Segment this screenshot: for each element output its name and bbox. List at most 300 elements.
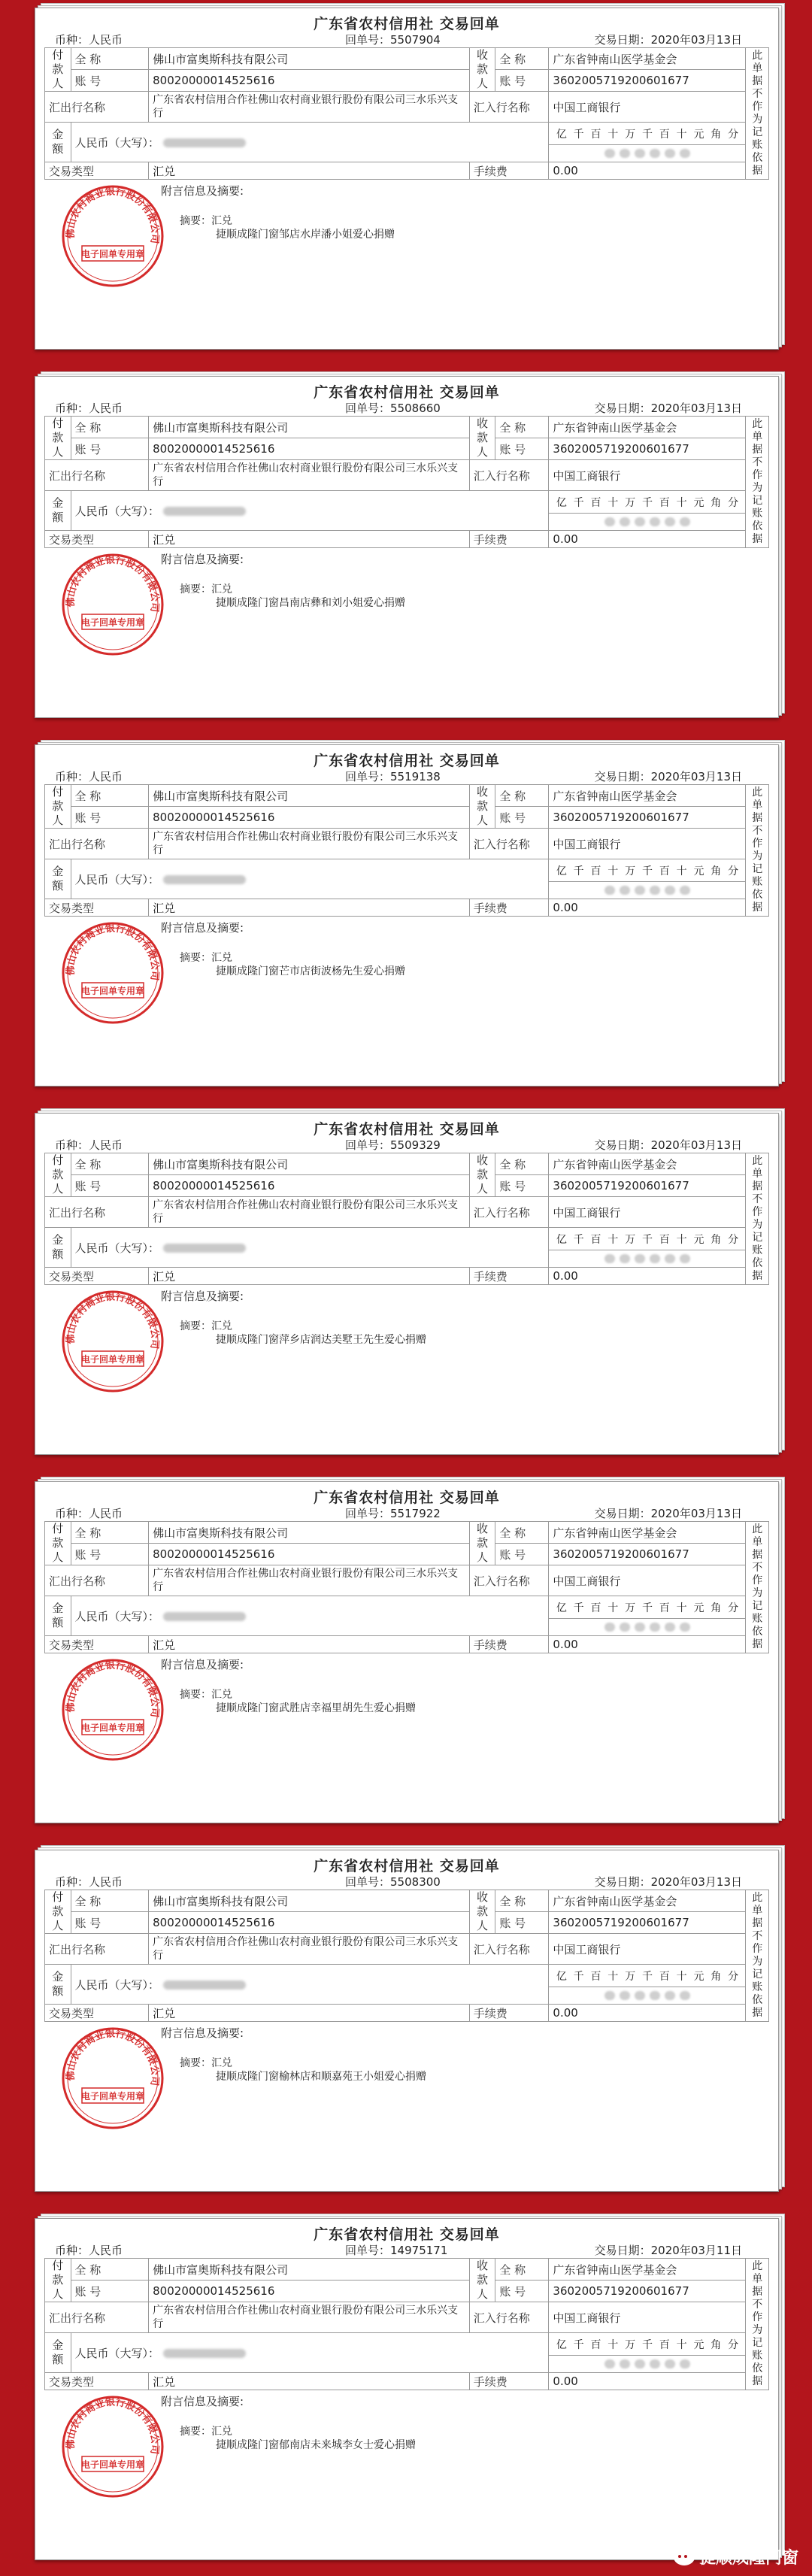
receipt-table [44, 784, 769, 917]
memo-prefix: 摘要：汇兑 [180, 215, 232, 227]
seal-stamp [59, 1288, 166, 1395]
payer-name-label: 全 称 [71, 1522, 149, 1544]
receive-bank: 中国工商银行 [549, 829, 746, 859]
fee-value: 0.00 [549, 2005, 746, 2022]
receipt-header [44, 401, 769, 416]
digit-unit: 十 [607, 2338, 619, 2351]
amount-digit-header [549, 1228, 746, 1250]
digit-unit: 千 [641, 128, 653, 141]
digit-unit: 百 [590, 128, 601, 141]
memo-text: 捷顺成隆门窗武胜店幸福里胡先生爱心捐赠 [216, 1702, 416, 1714]
memo-area [44, 548, 769, 638]
memo-text: 捷顺成隆门窗邹店水岸潘小姐爱心捐赠 [216, 229, 395, 241]
payee-account: 3602005719200601677 [549, 438, 746, 460]
txn-type: 汇兑 [149, 2005, 470, 2022]
payer-label: 付款人 [45, 1153, 71, 1197]
amount-label: 金额 [45, 859, 71, 899]
remit-bank: 广东省农村信用合作社佛山农村商业银行股份有限公司三水乐兴支行 [149, 92, 470, 123]
amount-digits [549, 1619, 746, 1636]
payee-account-label: 账 号 [495, 1544, 549, 1565]
digit-unit: 万 [625, 1233, 636, 1246]
digit-unit: 角 [710, 1233, 722, 1246]
fee-value: 0.00 [549, 1268, 746, 1285]
receive-bank: 中国工商银行 [549, 92, 746, 123]
receive-bank: 中国工商银行 [549, 1934, 746, 1965]
remit-bank: 广东省农村信用合作社佛山农村商业银行股份有限公司三水乐兴支行 [149, 460, 470, 491]
payer-name-label: 全 称 [71, 1890, 149, 1912]
side-note: 此单据不作为记账依据 [746, 785, 769, 917]
payer-account-label: 账 号 [71, 2281, 149, 2302]
receive-bank-label: 汇入行名称 [469, 1565, 549, 1596]
remit-bank-label: 汇出行名称 [45, 1197, 149, 1228]
fee-label: 手续费 [469, 531, 549, 548]
transaction-date: 交易日期：2020年03月11日 [594, 2244, 742, 2257]
receipt-number: 回单号：5508300 [345, 1875, 441, 1889]
receipt-slip [35, 1113, 779, 1455]
digit-unit: 分 [728, 496, 739, 509]
receipt-number: 回单号：5509329 [345, 1138, 441, 1152]
watermark [674, 2545, 798, 2568]
payee-name: 广东省钟南山医学基金会 [549, 2259, 746, 2281]
payee-account-label: 账 号 [495, 438, 549, 460]
fee-value: 0.00 [549, 1636, 746, 1653]
digit-unit: 百 [659, 496, 670, 509]
digit-unit: 千 [573, 1970, 584, 1983]
currency-label: 币种：人民币 [55, 770, 123, 783]
digit-unit: 十 [607, 1602, 619, 1614]
digit-unit: 千 [573, 128, 584, 141]
receipt-slip [35, 8, 779, 350]
receive-bank-label: 汇入行名称 [469, 829, 549, 859]
receipt-slip [35, 2218, 779, 2560]
payer-name: 佛山市富奥斯科技有限公司 [149, 417, 470, 438]
digit-unit: 十 [676, 496, 687, 509]
payer-account-label: 账 号 [71, 1175, 149, 1197]
receipt-table [44, 416, 769, 548]
payee-label: 收款人 [469, 1890, 495, 1934]
txn-type: 汇兑 [149, 2373, 470, 2390]
digit-unit: 千 [641, 2338, 653, 2351]
receipt-slip [35, 1481, 779, 1823]
payee-account: 3602005719200601677 [549, 70, 746, 92]
digit-unit: 千 [573, 2338, 584, 2351]
seal-stamp [59, 2393, 166, 2500]
payer-account: 80020000014525616 [149, 1544, 470, 1565]
memo-header: 附言信息及摘要: [161, 184, 244, 198]
payer-name-label: 全 称 [71, 785, 149, 807]
amount-digit-header [549, 1965, 746, 1987]
transaction-date: 交易日期：2020年03月13日 [594, 1507, 742, 1520]
payee-name: 广东省钟南山医学基金会 [549, 1153, 746, 1175]
receipt-header [44, 1874, 769, 1890]
svg-text:佛山农村商业银行股份有限公司: 佛山农村商业银行股份有限公司 [65, 2028, 161, 2087]
amount-digits [549, 1987, 746, 2005]
digit-unit: 分 [728, 128, 739, 141]
receive-bank: 中国工商银行 [549, 2302, 746, 2333]
remit-bank: 广东省农村信用合作社佛山农村商业银行股份有限公司三水乐兴支行 [149, 1197, 470, 1228]
digit-unit: 元 [693, 128, 704, 141]
memo-text: 捷顺成隆门窗芒市店街波杨先生爱心捐赠 [216, 965, 405, 977]
amount-digit-header [549, 859, 746, 882]
amount-upper: 人民币（大写）： [71, 123, 549, 162]
payee-account-label: 账 号 [495, 1175, 549, 1197]
payee-account: 3602005719200601677 [549, 1912, 746, 1934]
side-note: 此单据不作为记账依据 [746, 48, 769, 180]
receipt-slip [35, 376, 779, 718]
digit-unit: 千 [641, 1233, 653, 1246]
memo-area [44, 1653, 769, 1744]
seal-stamp [59, 183, 166, 289]
payee-name: 广东省钟南山医学基金会 [549, 785, 746, 807]
amount-digits [549, 2356, 746, 2373]
receive-bank: 中国工商银行 [549, 460, 746, 491]
remit-bank-label: 汇出行名称 [45, 460, 149, 491]
memo-prefix: 摘要：汇兑 [180, 1320, 232, 1332]
amount-upper-redacted [163, 1980, 246, 1990]
digit-unit: 百 [659, 1233, 670, 1246]
payee-account: 3602005719200601677 [549, 2281, 746, 2302]
payer-account: 80020000014525616 [149, 1912, 470, 1934]
fee-value: 0.00 [549, 162, 746, 180]
seal-stamp [59, 2025, 166, 2132]
svg-text:佛山农村商业银行股份有限公司: 佛山农村商业银行股份有限公司 [65, 1291, 161, 1350]
payee-label: 收款人 [469, 2259, 495, 2302]
memo-area [44, 2022, 769, 2112]
payee-name: 广东省钟南山医学基金会 [549, 417, 746, 438]
seal-stamp [59, 1656, 166, 1763]
digit-unit: 分 [728, 1602, 739, 1614]
txn-type-label: 交易类型 [45, 2373, 149, 2390]
digit-unit: 万 [625, 2338, 636, 2351]
digit-unit: 亿 [556, 496, 567, 509]
txn-type: 汇兑 [149, 162, 470, 180]
memo-header: 附言信息及摘要: [161, 921, 244, 935]
digit-unit: 亿 [556, 1233, 567, 1246]
memo-text: 捷顺成隆门窗榆林店和顺嘉苑王小姐爱心捐赠 [216, 2071, 426, 2083]
remit-bank-label: 汇出行名称 [45, 1934, 149, 1965]
payee-account-label: 账 号 [495, 2281, 549, 2302]
digit-unit: 亿 [556, 865, 567, 877]
digit-unit: 千 [641, 1970, 653, 1983]
digit-unit: 分 [728, 865, 739, 877]
digit-unit: 亿 [556, 128, 567, 141]
receipt-title: 广东省农村信用社 交易回单 [314, 384, 500, 401]
digit-unit: 角 [710, 865, 722, 877]
payer-account: 80020000014525616 [149, 1175, 470, 1197]
txn-type-label: 交易类型 [45, 899, 149, 917]
amount-digit-header [549, 491, 746, 514]
amount-upper: 人民币（大写）： [71, 1228, 549, 1268]
payee-account-label: 账 号 [495, 1912, 549, 1934]
receive-bank: 中国工商银行 [549, 1197, 746, 1228]
receipt-title: 广东省农村信用社 交易回单 [314, 1490, 500, 1506]
remit-bank: 广东省农村信用合作社佛山农村商业银行股份有限公司三水乐兴支行 [149, 829, 470, 859]
receipt-title: 广东省农村信用社 交易回单 [314, 753, 500, 769]
remit-bank: 广东省农村信用合作社佛山农村商业银行股份有限公司三水乐兴支行 [149, 1565, 470, 1596]
amount-upper-redacted [163, 2349, 246, 2358]
payer-account-label: 账 号 [71, 807, 149, 829]
digit-unit: 十 [676, 128, 687, 141]
svg-text:佛山农村商业银行股份有限公司: 佛山农村商业银行股份有限公司 [65, 186, 161, 244]
memo-header: 附言信息及摘要: [161, 553, 244, 566]
payee-label: 收款人 [469, 1153, 495, 1197]
receipt-slip [35, 744, 779, 1086]
digit-unit: 角 [710, 496, 722, 509]
payer-name: 佛山市富奥斯科技有限公司 [149, 1153, 470, 1175]
txn-type: 汇兑 [149, 1268, 470, 1285]
payee-name: 广东省钟南山医学基金会 [549, 1890, 746, 1912]
payer-account-label: 账 号 [71, 1912, 149, 1934]
receipt-number: 回单号：5507904 [345, 33, 441, 47]
digit-unit: 千 [573, 1233, 584, 1246]
digit-unit: 百 [590, 865, 601, 877]
payee-label: 收款人 [469, 1522, 495, 1565]
seal-stamp [59, 551, 166, 658]
amount-digits [549, 882, 746, 899]
svg-text:电子回单专用章: 电子回单专用章 [80, 617, 145, 628]
memo-prefix: 摘要：汇兑 [180, 952, 232, 964]
digit-unit: 百 [590, 496, 601, 509]
receipt-number: 回单号：5519138 [345, 770, 441, 783]
currency-label: 币种：人民币 [55, 2244, 123, 2257]
payee-label: 收款人 [469, 417, 495, 460]
receipt-number: 回单号：5517922 [345, 1507, 441, 1520]
memo-area [44, 917, 769, 1007]
memo-prefix: 摘要：汇兑 [180, 1689, 232, 1701]
payer-account: 80020000014525616 [149, 70, 470, 92]
digit-unit: 元 [693, 865, 704, 877]
digit-unit: 百 [659, 1970, 670, 1983]
digit-unit: 十 [676, 1233, 687, 1246]
receive-bank: 中国工商银行 [549, 1565, 746, 1596]
fee-value: 0.00 [549, 531, 746, 548]
svg-text:电子回单专用章: 电子回单专用章 [80, 2459, 145, 2470]
digit-unit: 千 [573, 865, 584, 877]
payer-account-label: 账 号 [71, 438, 149, 460]
digit-unit: 百 [590, 2338, 601, 2351]
payee-name: 广东省钟南山医学基金会 [549, 48, 746, 70]
digit-unit: 十 [607, 865, 619, 877]
receipt-table [44, 1521, 769, 1653]
amount-digit-header [549, 2333, 746, 2356]
amount-digits [549, 1250, 746, 1268]
txn-type-label: 交易类型 [45, 1636, 149, 1653]
svg-text:电子回单专用章: 电子回单专用章 [80, 986, 145, 996]
svg-text:电子回单专用章: 电子回单专用章 [80, 249, 145, 259]
payer-name-label: 全 称 [71, 48, 149, 70]
receipt-number: 回单号：14975171 [345, 2244, 448, 2257]
payer-account-label: 账 号 [71, 70, 149, 92]
digit-unit: 亿 [556, 2338, 567, 2351]
payer-name-label: 全 称 [71, 417, 149, 438]
payer-label: 付款人 [45, 785, 71, 829]
svg-text:电子回单专用章: 电子回单专用章 [80, 2091, 145, 2102]
fee-label: 手续费 [469, 2373, 549, 2390]
digit-unit: 万 [625, 1970, 636, 1983]
digit-unit: 十 [676, 2338, 687, 2351]
digit-unit: 百 [590, 1970, 601, 1983]
receipt-slip [35, 1850, 779, 2192]
amount-digits [549, 514, 746, 531]
digit-unit: 百 [659, 128, 670, 141]
payee-name-label: 全 称 [495, 417, 549, 438]
payee-account: 3602005719200601677 [549, 1544, 746, 1565]
digit-unit: 十 [676, 1602, 687, 1614]
memo-header: 附言信息及摘要: [161, 2395, 244, 2408]
amount-label: 金额 [45, 1228, 71, 1268]
payee-account: 3602005719200601677 [549, 1175, 746, 1197]
digit-unit: 十 [676, 865, 687, 877]
digit-unit: 千 [641, 1602, 653, 1614]
amount-upper-redacted [163, 875, 246, 884]
side-note: 此单据不作为记账依据 [746, 2259, 769, 2390]
memo-area [44, 2390, 769, 2481]
watermark-text: 捷顺成隆门窗 [698, 2549, 798, 2568]
payer-label: 付款人 [45, 1890, 71, 1934]
remit-bank-label: 汇出行名称 [45, 2302, 149, 2333]
amount-digit-header [549, 1596, 746, 1619]
amount-upper-redacted [163, 1244, 246, 1253]
txn-type-label: 交易类型 [45, 2005, 149, 2022]
digit-unit: 万 [625, 128, 636, 141]
digit-unit: 角 [710, 1602, 722, 1614]
svg-text:佛山农村商业银行股份有限公司: 佛山农村商业银行股份有限公司 [65, 923, 161, 981]
payer-label: 付款人 [45, 417, 71, 460]
payee-account-label: 账 号 [495, 807, 549, 829]
memo-text: 捷顺成隆门窗昌南店彝和刘小姐爱心捐赠 [216, 597, 405, 609]
digit-unit: 元 [693, 496, 704, 509]
memo-prefix: 摘要：汇兑 [180, 583, 232, 596]
amount-upper: 人民币（大写）： [71, 1596, 549, 1636]
amount-label: 金额 [45, 123, 71, 162]
payer-name-label: 全 称 [71, 1153, 149, 1175]
digit-unit: 亿 [556, 1602, 567, 1614]
fee-label: 手续费 [469, 899, 549, 917]
digit-unit: 元 [693, 1233, 704, 1246]
digit-unit: 千 [573, 496, 584, 509]
svg-text:佛山农村商业银行股份有限公司: 佛山农村商业银行股份有限公司 [65, 2396, 161, 2455]
wechat-icon [674, 2549, 695, 2565]
seal-stamp [59, 920, 166, 1026]
memo-header: 附言信息及摘要: [161, 2026, 244, 2040]
amount-upper: 人民币（大写）： [71, 1965, 549, 2005]
digit-unit: 万 [625, 1602, 636, 1614]
payer-label: 付款人 [45, 48, 71, 92]
digit-unit: 分 [728, 1970, 739, 1983]
transaction-date: 交易日期：2020年03月13日 [594, 33, 742, 47]
receive-bank-label: 汇入行名称 [469, 1934, 549, 1965]
payee-account-label: 账 号 [495, 70, 549, 92]
digit-unit: 角 [710, 2338, 722, 2351]
receipt-header [44, 32, 769, 47]
fee-value: 0.00 [549, 899, 746, 917]
amount-label: 金额 [45, 1596, 71, 1636]
digit-unit: 百 [659, 1602, 670, 1614]
digit-unit: 千 [641, 496, 653, 509]
digit-unit: 分 [728, 1233, 739, 1246]
receipt-header [44, 769, 769, 784]
payer-label: 付款人 [45, 2259, 71, 2302]
memo-prefix: 摘要：汇兑 [180, 2426, 232, 2438]
side-note: 此单据不作为记账依据 [746, 1153, 769, 1285]
receive-bank-label: 汇入行名称 [469, 460, 549, 491]
receipt-table [44, 2258, 769, 2390]
svg-text:佛山农村商业银行股份有限公司: 佛山农村商业银行股份有限公司 [65, 554, 161, 613]
transaction-date: 交易日期：2020年03月13日 [594, 770, 742, 783]
currency-label: 币种：人民币 [55, 402, 123, 415]
payer-account: 80020000014525616 [149, 2281, 470, 2302]
side-note: 此单据不作为记账依据 [746, 1890, 769, 2022]
amount-upper-redacted [163, 507, 246, 516]
payer-account-label: 账 号 [71, 1544, 149, 1565]
svg-text:佛山农村商业银行股份有限公司: 佛山农村商业银行股份有限公司 [65, 1659, 161, 1718]
digit-unit: 十 [607, 496, 619, 509]
txn-type: 汇兑 [149, 1636, 470, 1653]
digit-unit: 十 [607, 1970, 619, 1983]
digit-unit: 十 [607, 128, 619, 141]
txn-type: 汇兑 [149, 531, 470, 548]
payer-account: 80020000014525616 [149, 438, 470, 460]
payee-name: 广东省钟南山医学基金会 [549, 1522, 746, 1544]
payee-name-label: 全 称 [495, 1522, 549, 1544]
digit-unit: 十 [676, 1970, 687, 1983]
digit-unit: 百 [590, 1602, 601, 1614]
fee-label: 手续费 [469, 1636, 549, 1653]
receipt-title: 广东省农村信用社 交易回单 [314, 2226, 500, 2243]
digit-unit: 千 [573, 1602, 584, 1614]
digit-unit: 元 [693, 1970, 704, 1983]
receipt-table [44, 47, 769, 180]
digit-unit: 元 [693, 2338, 704, 2351]
receive-bank-label: 汇入行名称 [469, 92, 549, 123]
amount-upper-redacted [163, 1612, 246, 1621]
payer-name-label: 全 称 [71, 2259, 149, 2281]
transaction-date: 交易日期：2020年03月13日 [594, 1138, 742, 1152]
payee-name-label: 全 称 [495, 1890, 549, 1912]
receipt-header [44, 1506, 769, 1521]
amount-upper-redacted [163, 138, 246, 147]
txn-type-label: 交易类型 [45, 1268, 149, 1285]
fee-value: 0.00 [549, 2373, 746, 2390]
receipt-number: 回单号：5508660 [345, 402, 441, 415]
side-note: 此单据不作为记账依据 [746, 417, 769, 548]
receive-bank-label: 汇入行名称 [469, 2302, 549, 2333]
memo-text: 捷顺成隆门窗郁南店未来城李女士爱心捐赠 [216, 2439, 416, 2451]
currency-label: 币种：人民币 [55, 1507, 123, 1520]
svg-text:电子回单专用章: 电子回单专用章 [80, 1354, 145, 1365]
digit-unit: 亿 [556, 1970, 567, 1983]
amount-upper: 人民币（大写）： [71, 491, 549, 531]
digit-unit: 十 [607, 1233, 619, 1246]
receipt-header [44, 2243, 769, 2258]
payee-name-label: 全 称 [495, 2259, 549, 2281]
payer-label: 付款人 [45, 1522, 71, 1565]
receipt-title: 广东省农村信用社 交易回单 [314, 1121, 500, 1138]
txn-type-label: 交易类型 [45, 162, 149, 180]
memo-header: 附言信息及摘要: [161, 1658, 244, 1671]
currency-label: 币种：人民币 [55, 1875, 123, 1889]
remit-bank-label: 汇出行名称 [45, 829, 149, 859]
payer-name: 佛山市富奥斯科技有限公司 [149, 1522, 470, 1544]
receipt-table [44, 1153, 769, 1285]
digit-unit: 万 [625, 865, 636, 877]
receipt-title: 广东省农村信用社 交易回单 [314, 16, 500, 32]
fee-label: 手续费 [469, 1268, 549, 1285]
payee-name-label: 全 称 [495, 785, 549, 807]
remit-bank-label: 汇出行名称 [45, 1565, 149, 1596]
currency-label: 币种：人民币 [55, 1138, 123, 1152]
memo-text: 捷顺成隆门窗萍乡店润达美墅王先生爱心捐赠 [216, 1334, 426, 1346]
